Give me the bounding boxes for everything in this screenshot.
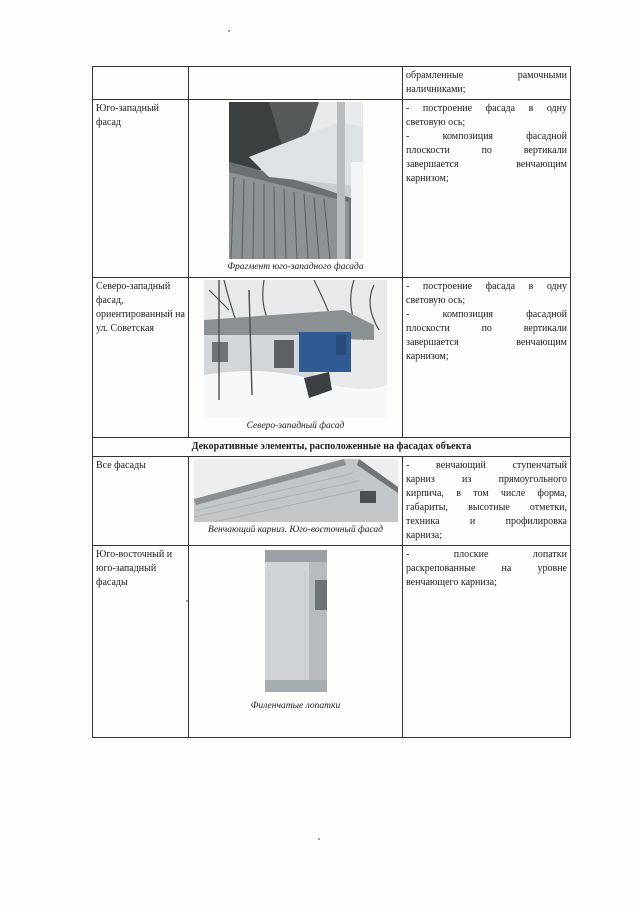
table-row <box>93 278 571 438</box>
description-line: - венчающий ступенчатый <box>406 460 567 471</box>
description-line: - построение фасада в одну <box>406 281 567 292</box>
description-line: раскрепованные на уровне <box>406 563 567 574</box>
description-line: плоскости по вертикали <box>406 323 567 334</box>
section-header-row <box>93 438 571 457</box>
description-cell <box>403 457 571 546</box>
description-line: карнизом; <box>406 173 449 184</box>
facade-photo <box>204 280 387 418</box>
facade-name-cell: Северо-западный фасад, ориентированный на ул. Советская <box>93 278 189 438</box>
description-line: световую ось; <box>406 117 466 128</box>
description-cell <box>403 100 571 278</box>
photo-cell <box>189 100 403 278</box>
description-line: световую ось; <box>406 295 466 306</box>
description-line: - композиция фасадной <box>406 131 567 142</box>
table-row <box>93 546 571 738</box>
description-line: - композиция фасадной <box>406 309 567 320</box>
section-header: Декоративные элементы, расположенные на фасадах объекта <box>93 438 571 457</box>
facade-name-cell: Юго-восточный и юго-западный фасады <box>93 546 189 738</box>
photo-caption: Венчающий карниз. Юго-восточный фасад <box>208 525 383 535</box>
description-line: кирпича, в том числе форма, <box>406 488 567 499</box>
table-row <box>93 457 571 546</box>
description-cell <box>403 67 571 100</box>
scan-speck <box>228 30 230 32</box>
description-cell <box>403 546 571 738</box>
scan-speck <box>186 600 188 602</box>
description-line: карниз из прямоугольного <box>406 474 567 485</box>
facade-photo <box>229 102 363 259</box>
facade-name-cell: Все фасады <box>93 457 189 546</box>
photo-cell <box>189 457 403 546</box>
description-line: плоскости по вертикали <box>406 145 567 156</box>
photo-cell <box>189 67 403 100</box>
description-line: карнизом; <box>406 351 449 362</box>
description-line: завершается венчающим <box>406 337 567 348</box>
description-line: - построение фасада в одну <box>406 103 567 114</box>
table-row <box>93 67 571 100</box>
photo-caption: Фрагмент юго-западного фасада <box>227 262 364 272</box>
description-line: венчающего карниза; <box>406 577 497 588</box>
scan-speck <box>318 838 320 840</box>
photo-caption: Филенчатые лопатки <box>250 701 341 711</box>
description-line: обрамленные рамочными <box>406 70 567 81</box>
description-line: габариты, высотные отметки, <box>406 502 567 513</box>
description-line: наличниками; <box>406 84 466 95</box>
photo-cell <box>189 278 403 438</box>
description-line: техника и профилировка <box>406 516 567 527</box>
photo-cell <box>189 546 403 738</box>
description-line: завершается венчающим <box>406 159 567 170</box>
cornice-photo <box>194 459 398 522</box>
photo-caption: Северо-западный фасад <box>246 421 345 431</box>
description-line: карниза; <box>406 530 443 541</box>
facade-name-cell <box>93 67 189 100</box>
table-row <box>93 100 571 278</box>
facade-name-cell: Юго-западный фасад <box>93 100 189 278</box>
description-line: - плоские лопатки <box>406 549 567 560</box>
description-cell <box>403 278 571 438</box>
pilaster-photo <box>265 550 327 692</box>
facade-elements-table <box>92 66 571 738</box>
